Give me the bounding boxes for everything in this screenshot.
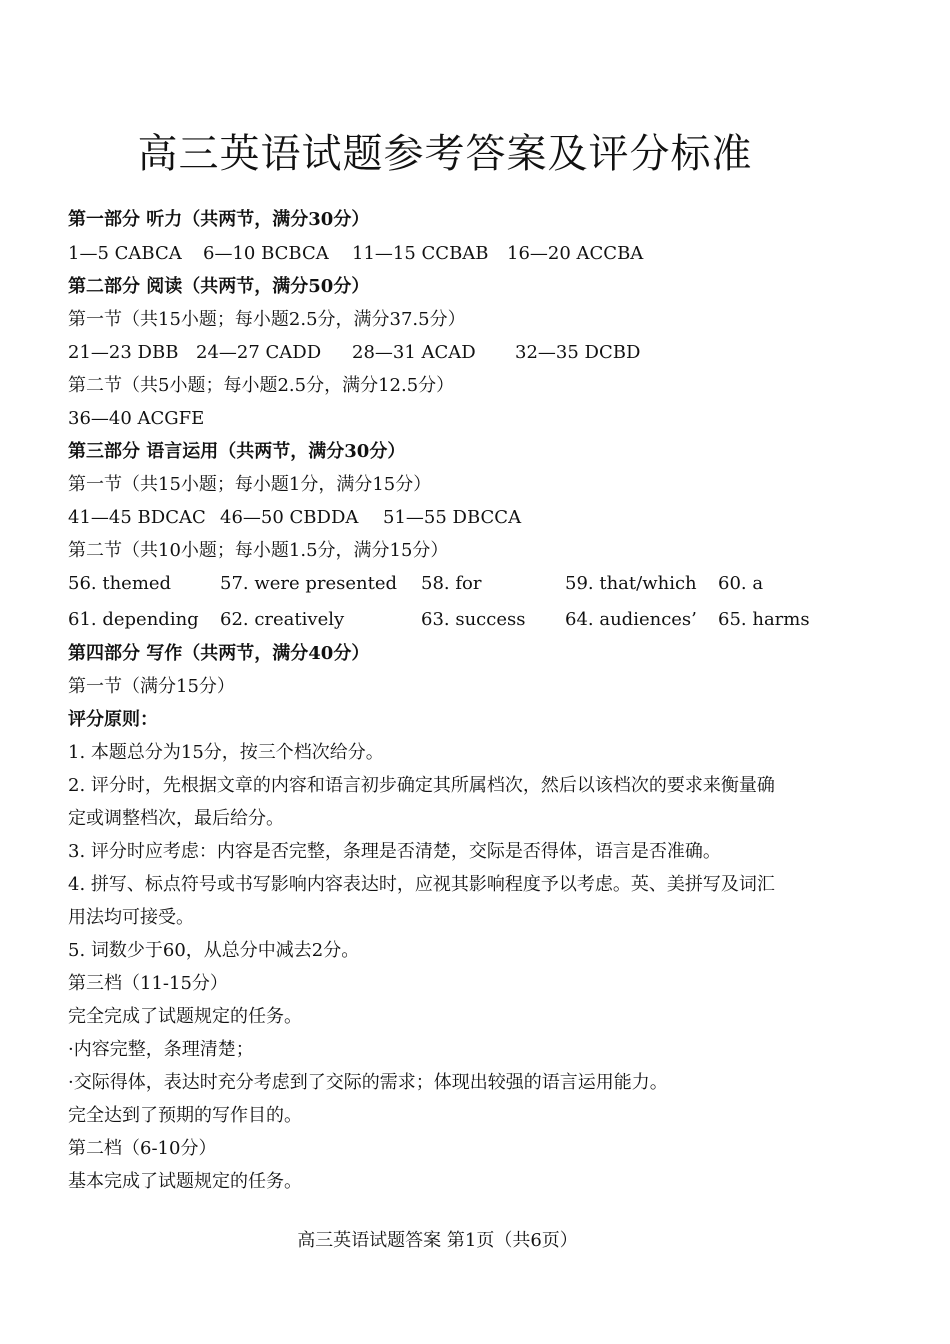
answer-group: 6—10 BCBCA [203,243,329,264]
page-title: 高三英语试题参考答案及评分标准 [137,131,753,177]
grade-description: 完全完成了试题规定的任务。 [68,1006,302,1027]
page-footer: 高三英语试题答案 第1页（共6页） [297,1230,578,1251]
scoring-rule-continuation: 定或调整档次，最后给分。 [68,808,284,829]
grammar-answer: 64. audiences’ [565,609,697,630]
answer-group: 24—27 CADD [196,342,322,363]
scoring-rule: 1. 本题总分为15分，按三个档次给分。 [68,742,384,763]
scoring-rule: 5. 词数少于60，从总分中减去2分。 [68,940,360,961]
grammar-answer: 63. success [421,609,526,630]
grammar-answer: 61. depending [68,609,199,630]
answer-group: 41—45 BDCAC [68,507,206,528]
section-heading-part1: 第一部分 听力（共两节，满分30分） [68,209,370,230]
grammar-answer: 58. for [421,573,482,594]
answer-group: 36—40 ACGFE [68,408,205,429]
grade-bullet: ·交际得体，表达时充分考虑到了交际的需求；体现出较强的语言运用能力。 [68,1072,668,1093]
subsection-heading: 第一节（共15小题；每小题1分，满分15分） [68,474,432,495]
grammar-answer: 62. creatively [220,609,345,630]
section-heading-part2: 第二部分 阅读（共两节，满分50分） [68,276,370,297]
answer-group: 32—35 DCBD [515,342,641,363]
grade-description: 基本完成了试题规定的任务。 [68,1171,302,1192]
section-heading-part4: 第四部分 写作（共两节，满分40分） [68,643,370,664]
subsection-heading: 第一节（满分15分） [68,676,235,697]
grammar-answer: 59. that/which [565,573,697,594]
grade-level-heading: 第二档（6-10分） [68,1138,217,1159]
answer-group: 46—50 CBDDA [220,507,359,528]
scoring-rule: 3. 评分时应考虑：内容是否完整，条理是否清楚，交际是否得体，语言是否准确。 [68,841,721,862]
scoring-rule: 2. 评分时，先根据文章的内容和语言初步确定其所属档次，然后以该档次的要求来衡量确 [68,775,775,796]
section-heading-part3: 第三部分 语言运用（共两节，满分30分） [68,441,406,462]
scoring-rule: 4. 拼写、标点符号或书写影响内容表达时，应视其影响程度予以考虑。英、美拼写及词汇 [68,874,775,895]
grammar-answer: 56. themed [68,573,172,594]
answer-group: 11—15 CCBAB [352,243,489,264]
scoring-principles-heading: 评分原则： [68,709,158,730]
grammar-answer: 60. a [718,573,764,594]
answer-group: 1—5 CABCA [68,243,182,264]
subsection-heading: 第一节（共15小题；每小题2.5分，满分37.5分） [68,309,466,330]
scoring-rule-continuation: 用法均可接受。 [68,907,194,928]
answer-group: 16—20 ACCBA [507,243,644,264]
grammar-answer: 57. were presented [220,573,398,594]
grade-level-heading: 第三档（11-15分） [68,973,228,994]
subsection-heading: 第二节（共5小题；每小题2.5分，满分12.5分） [68,375,455,396]
grade-description: 完全达到了预期的写作目的。 [68,1105,302,1126]
answer-group: 28—31 ACAD [352,342,476,363]
subsection-heading: 第二节（共10小题；每小题1.5分，满分15分） [68,540,449,561]
grammar-answer: 65. harms [718,609,810,630]
answer-group: 21—23 DBB [68,342,179,363]
grade-bullet: ·内容完整，条理清楚； [68,1039,254,1060]
answer-group: 51—55 DBCCA [383,507,522,528]
